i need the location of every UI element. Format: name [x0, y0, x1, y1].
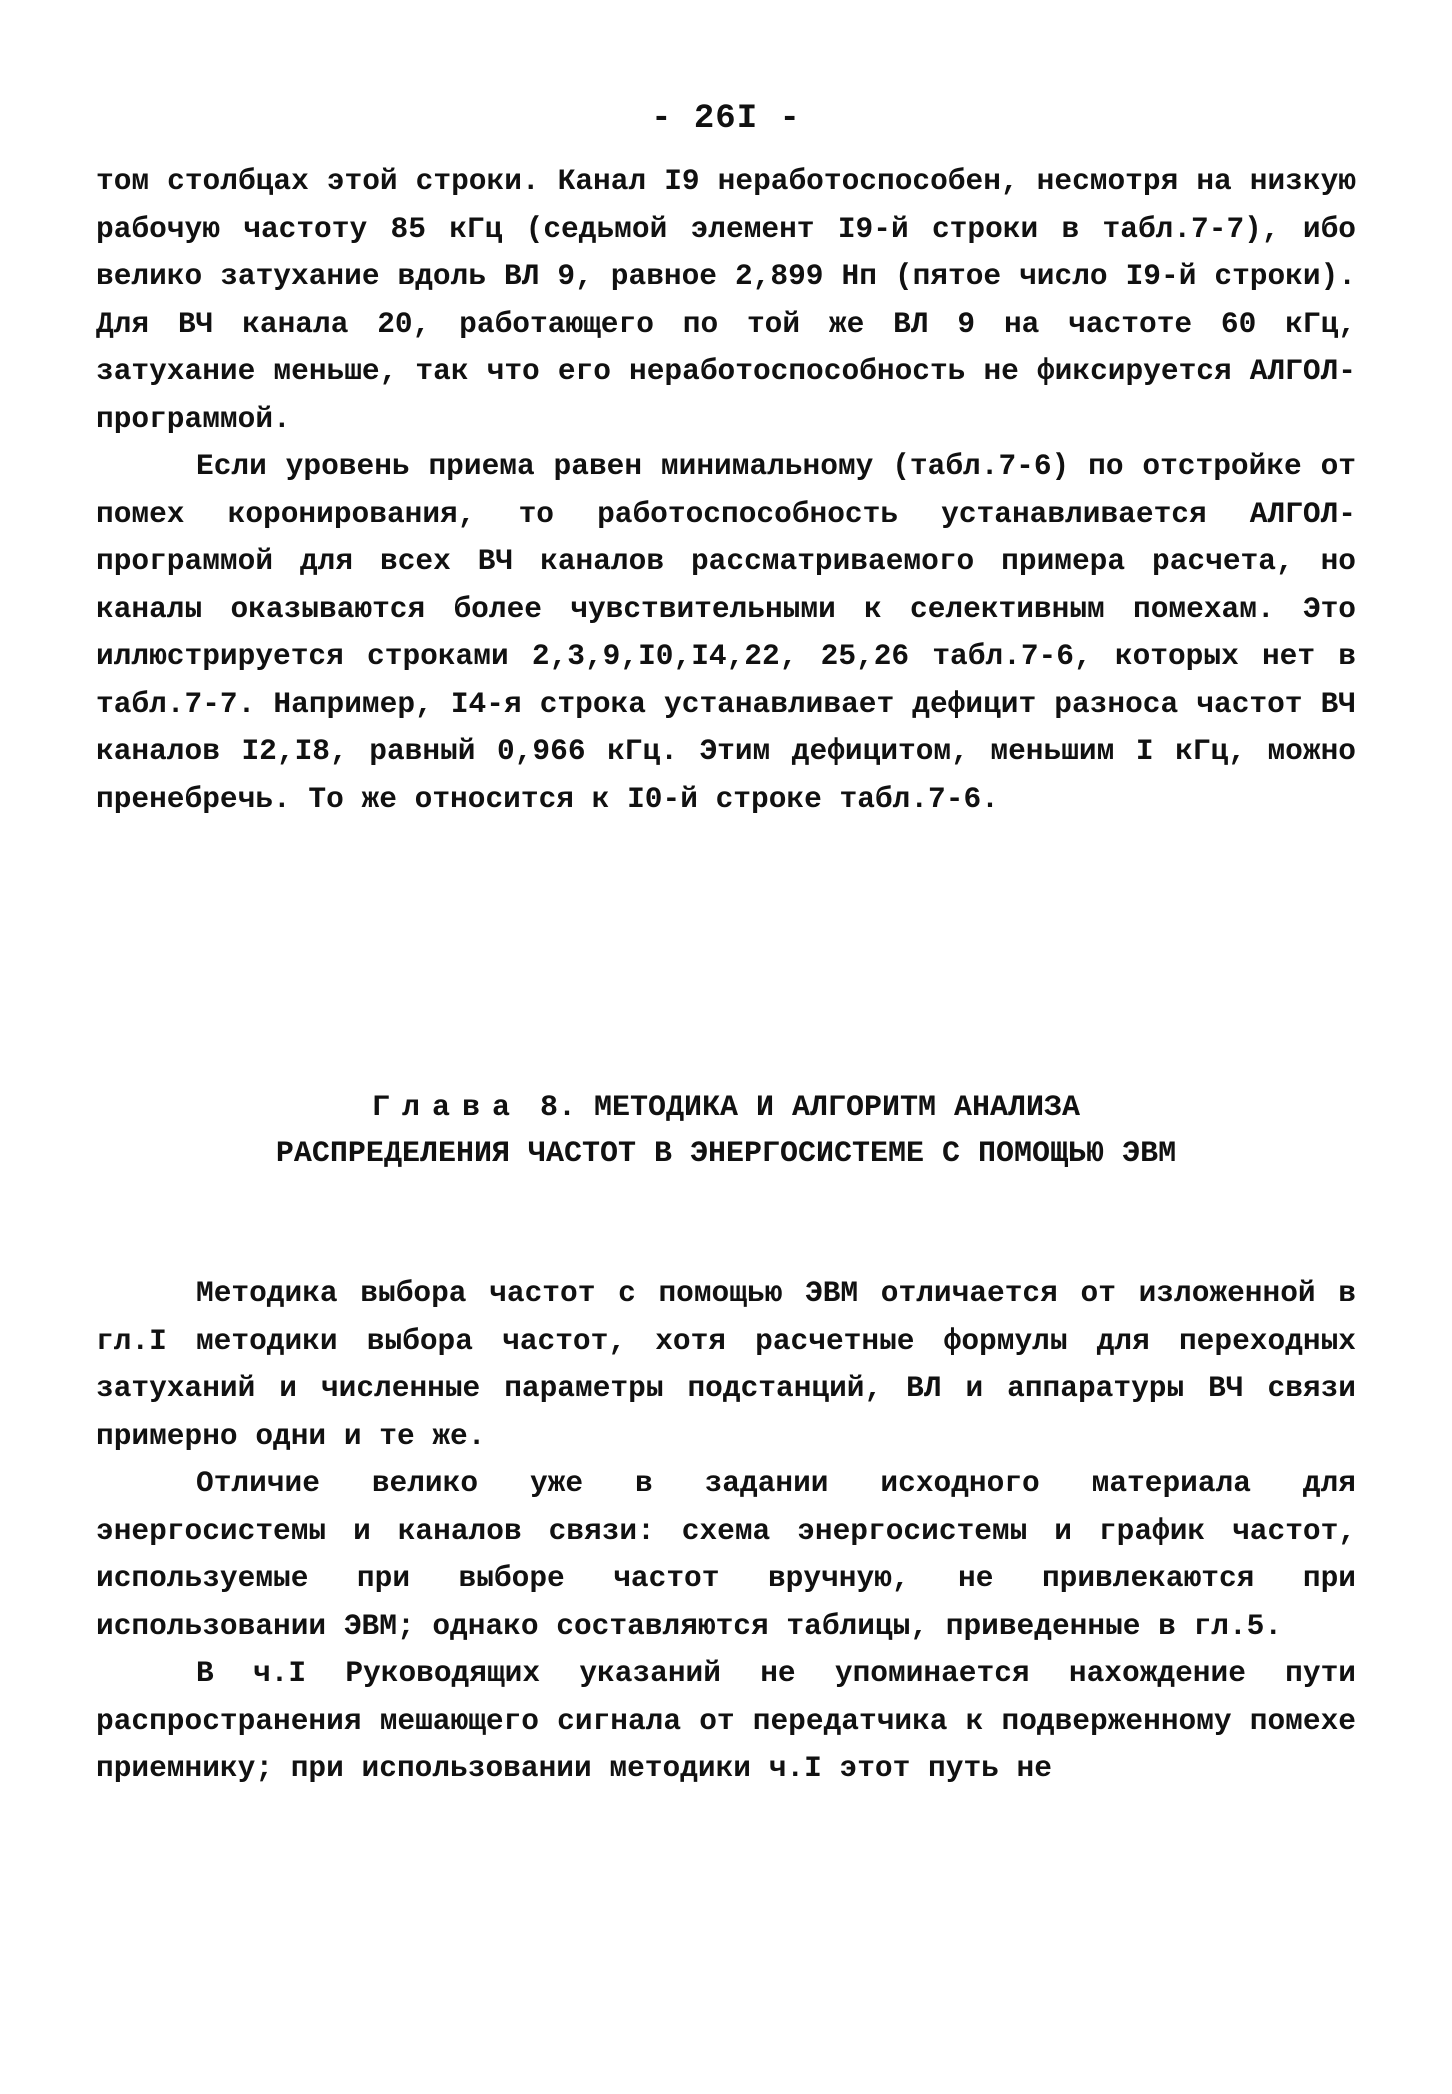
paragraph: том столбцах этой строки. Канал I9 неработоспособен, несмотря на низкую рабочую частоту 85 кГц (седьмой элемент I9-й строки в табл.7-7), ибо велико затухание вдоль ВЛ 9, равное 2,899 Нп (пятое число I9-й строки). Для ВЧ канала 20, работающего по той же ВЛ 9 на частоте 60 кГц, затухание меньше, так что его неработоспособность не фиксируется АЛГОЛ-программой. [96, 164, 1356, 436]
paragraph: Если уровень приема равен минимальному (табл.7-6) по отстройке от помех коронирования, то работоспособность устанавливается АЛГОЛ-программой для всех ВЧ каналов рассматриваемого примера расчета, но каналы оказываются более чувствительными к селективным помехам. Это иллюстрируется строками 2,3,9,I0,I4,22, 25,26 табл.7-6, которых нет в табл.7-7. Например, I4-я строка устанавливает дефицит разноса частот ВЧ каналов I2,I8, равный 0,966 кГц. Этим дефицитом, меньшим I кГц, можно пренебречь. То же относится к I0-й строке табл.7-6. [96, 449, 1356, 816]
chapter-word: Глава [371, 1091, 522, 1125]
paragraph: В ч.I Руководящих указаний не упоминается нахождение пути распространения мешающего сигнала от передатчика к подверженному помехе приемнику; при использовании методики ч.I этот путь не [96, 1656, 1356, 1785]
paragraph: Отличие велико уже в задании исходного материала для энергосистемы и каналов связи: схема энергосистемы и график частот, используемые при выборе частот вручную, не привлекаются при использовании ЭВМ; однако составляются таблицы, приведенные в гл.5. [96, 1466, 1356, 1643]
chapter-title-line-2: РАСПРЕДЕЛЕНИЯ ЧАСТОТ В ЭНЕРГОСИСТЕМЕ С ПОМОЩЬЮ ЭВМ [275, 1137, 1177, 1171]
chapter-title-line-1 [0, 1085, 1452, 1131]
page-number: - 26I - [651, 100, 801, 138]
paragraph: Методика выбора частот с помощью ЭВМ отличается от изложенной в гл.I методики выбора частот, хотя расчетные формулы для переходных затуханий и численные параметры подстанций, ВЛ и аппаратуры ВЧ связи примерно одни и те же. [96, 1276, 1356, 1453]
body-text-top [96, 158, 1356, 823]
chapter-title: 8. МЕТОДИКА И АЛГОРИТМ АНАЛИЗА [539, 1091, 1081, 1125]
chapter-heading [0, 1085, 1452, 1177]
body-text-bottom [96, 1270, 1356, 1793]
